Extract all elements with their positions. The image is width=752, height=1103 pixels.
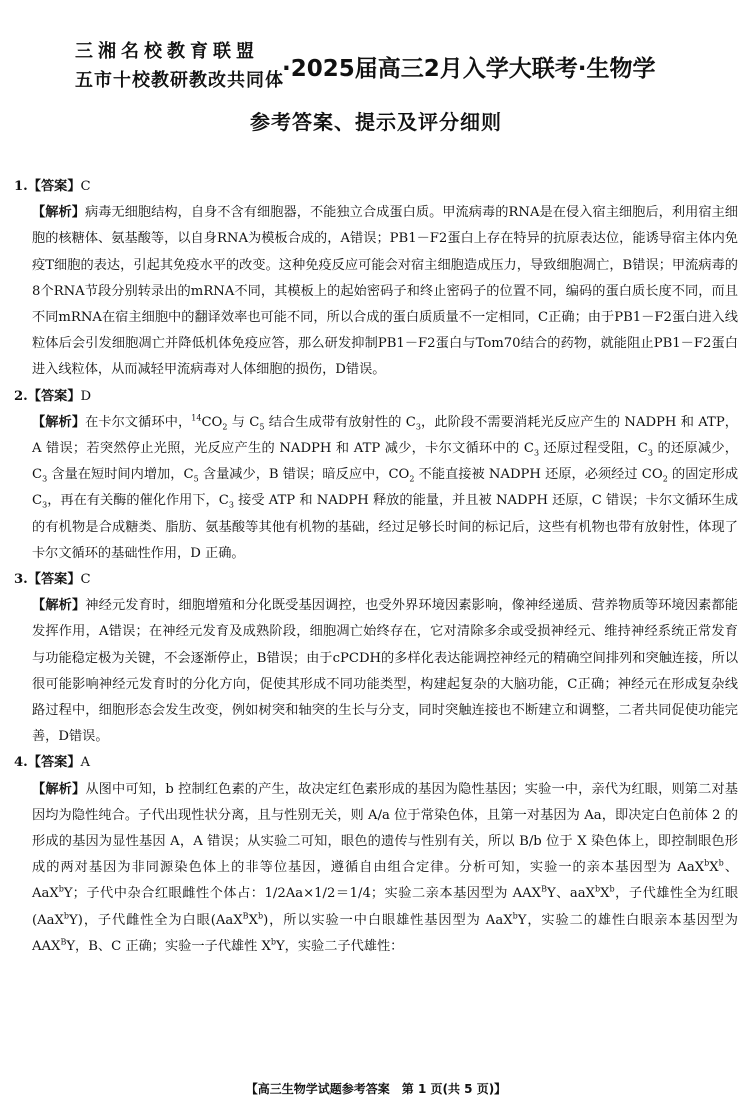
explanation bbox=[14, 777, 738, 960]
answer-line bbox=[14, 384, 738, 410]
answer-tag: 【答案】 bbox=[27, 755, 81, 771]
explanation-text: 神经元发育时，细胞增殖和分化既受基因调控，也受外界环境因素影响，像神经递质、营养物质等环境因素都能发挥作用，A错误；在神经元发育及成熟阶段，细胞凋亡始终存在，它对清除多余或受损神经元、维持神经系统正常发育与功能稳定极为关键，不会逐渐停止，B错误；由于cPCDH的多样化表达能调控神经元的精确空间排列和突触连接，所以很可能影响神经元发育时的分化方向，促使其形成不同功能类型，构建起复杂的大脑功能，C正确；神经元在形成复杂线路过程中，细胞形态会发生改变，例如树突和轴突的生长与分支，同时突触连接也不断建立和调整，二者共同促使功能完善，D错误。 bbox=[32, 598, 738, 745]
question-2 bbox=[14, 384, 738, 567]
question-3 bbox=[14, 567, 738, 750]
page-footer: 【高三生物学试题参考答案 第 1 页(共 5 页)】 bbox=[245, 1082, 507, 1096]
answer-tag: 【答案】 bbox=[27, 179, 81, 194]
question-1 bbox=[14, 174, 738, 384]
explanation-text: 在卡尔文循环中，$^{14}CO_2$ 与 $C_5$ 结合生成带有放射性的 $C_3$，此阶段不需要消耗光反应产生的 NADPH 和 ATP，A 错误；若突然停止光照，光反应产生的 NADPH 和 ATP 减少，卡尔文循环中的 $C_3$ 还原过程受阻，$C_3$ 的还原减少，$C_3$ 含量在短时间内增加，$C_5$ 含量减少，B 错误；暗反应中，$CO_2$ 不能直接被 NADPH 还原，必须经过 $CO_2$ 的固定形成 $C_3$，再在有关酶的催化作用下，$C_3$ 接受 ATP 和 NADPH 释放的能量，并且被 NADPH 还原，C 错误；卡尔文循环生成的有机物是合成糖类、脂肪、氨基酸等其他有机物的基础，经过足够长时间的标记后，这些有机物也带有放射性，体现了卡尔文循环的基础性作用，D 正确。 bbox=[32, 413, 739, 561]
question-4 bbox=[14, 750, 738, 960]
exam-title: ·2025届高三2月入学大联考·生物学 bbox=[282, 56, 656, 82]
explanation-tag: 【解析】 bbox=[32, 414, 86, 430]
explanation-text: 病毒无细胞结构，自身不含有细胞器，不能独立合成蛋白质。甲流病毒的RNA是在侵入宿主细胞后，利用宿主细胞的核糖体、氨基酸等，以自身RNA为模板合成的，A错误；PB1－F2蛋白上存在特异的抗原表达位，能诱导宿主体内免疫T细胞的表达，引起其免疫水平的改变。这种免疫反应可能会对宿主细胞造成压力，导致细胞凋亡，B错误；甲流病毒的8个RNA节段分别转录出的mRNA不同，其模板上的起始密码子和终止密码子的位置不同，编码的蛋白质长度不同，而且不同mRNA在宿主细胞中的翻译效率也可能不同，所以合成的蛋白质质量不一定相同，C正确；由于PB1－F2蛋白进入线粒体后会引发细胞凋亡并降低机体免疫应答，那么研发抑制PB1－F2蛋白与Tom70结合的药物，就能阻止PB1－F2蛋白进入线粒体，从而减轻甲流病毒对人体细胞的损伤，D错误。 bbox=[32, 205, 738, 378]
explanation-tag: 【解析】 bbox=[32, 598, 86, 614]
explanation-text: 从图中可知，b 控制红色素的产生，故决定红色素形成的基因为隐性基因；实验一中，亲代为红眼，则第二对基因均为隐性纯合。子代出现性状分离，且与性别无关，则 A/a 位于常染色体，且第一对基因为 Aa，即决定白色前体 2 的形成的基因为显性基因 A，A 错误；从实验二可知，眼色的遗传与性别有关，所以 B/b 位于 X 染色体上，即控制眼色形成的两对基因为非同源染色体上的非等位基因，遵循自由组合定律。分析可知，实验一的亲本基因型为 $AaX^bX^b$、AaX$^b$Y；子代中杂合红眼雌性个体占：1/2Aa×1/2＝1/4；实验二亲本基因型为 $AAX^BY$、$aaX^bX^b$，子代雄性全为红眼(AaX$^b$Y)，子代雌性全为白眼$(AaX^BX^b)$，所以实验一中白眼雄性基因型为 AaX$^b$Y，实验二的雄性白眼亲本基因型为 $AAX^BY$，B、C 正确；实验一子代雄性 $X^bY$，实验二子代雄性： bbox=[32, 781, 739, 954]
answer-value: C bbox=[80, 179, 91, 194]
explanation-tag: 【解析】 bbox=[32, 205, 85, 221]
org-line-1: 三湘名校教育联盟 bbox=[75, 41, 259, 62]
question-number: 3. bbox=[14, 572, 28, 588]
org-line-2: 五市十校教研教改共同体 bbox=[75, 70, 284, 91]
explanation bbox=[14, 200, 738, 383]
answer-line bbox=[14, 567, 738, 593]
answer-tag: 【答案】 bbox=[27, 572, 81, 588]
answer-line bbox=[14, 174, 738, 200]
explanation bbox=[14, 593, 738, 750]
answer-content bbox=[14, 174, 738, 960]
answer-tag: 【答案】 bbox=[27, 388, 81, 404]
page-header bbox=[0, 0, 752, 160]
answer-value: C bbox=[80, 572, 91, 588]
answer-line bbox=[14, 750, 738, 776]
explanation bbox=[14, 410, 738, 567]
question-number: 4. bbox=[14, 755, 28, 771]
answer-key-subtitle: 参考答案、提示及评分细则 bbox=[250, 110, 502, 134]
explanation-tag: 【解析】 bbox=[32, 781, 86, 797]
answer-value: A bbox=[80, 755, 91, 771]
answer-value: D bbox=[80, 388, 92, 404]
question-number: 1. bbox=[14, 179, 28, 194]
question-number: 2. bbox=[14, 388, 28, 404]
